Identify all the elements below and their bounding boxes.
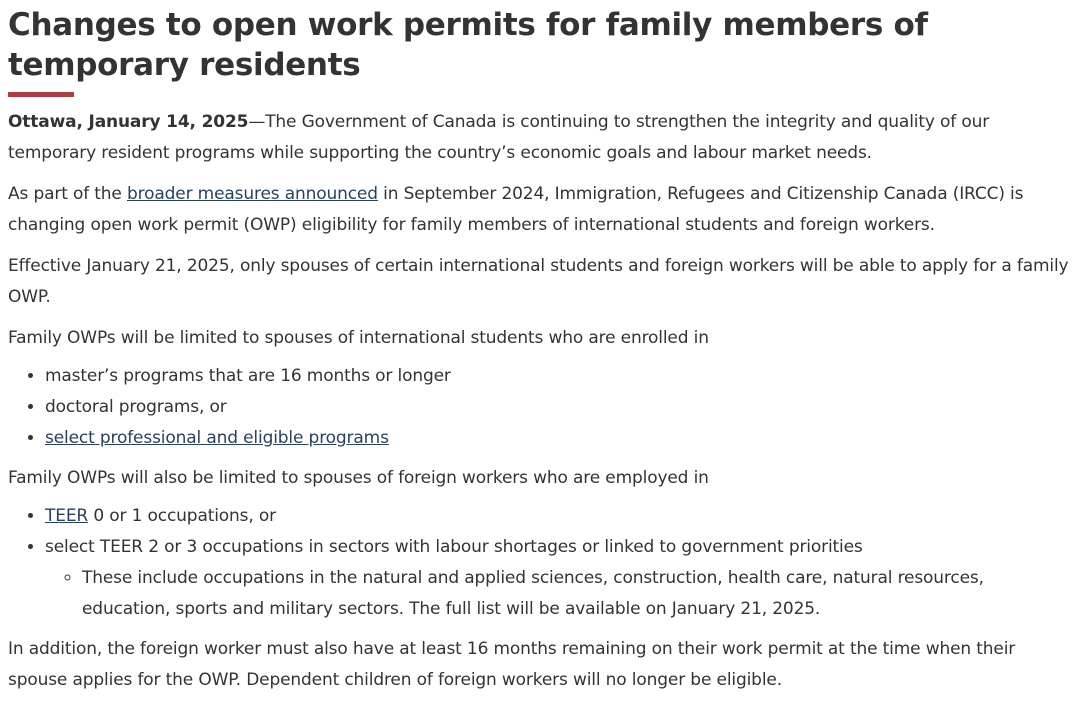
workers-lead-paragraph: Family OWPs will also be limited to spouses of foreign workers who are employed in <box>8 468 709 488</box>
list-item-teer-0-1 <box>45 501 1072 532</box>
measures-paragraph <box>8 179 1072 241</box>
dateline: Ottawa, January 14, 2025 <box>8 112 249 132</box>
students-lead-paragraph: Family OWPs will be limited to spouses of international students who are enrolled in <box>8 328 709 348</box>
intro-paragraph <box>8 107 1072 169</box>
teer-link[interactable]: TEER <box>45 506 89 526</box>
measures-text-before: As part of the <box>8 184 127 204</box>
teer-2-3-sublist <box>45 563 1072 625</box>
broader-measures-link[interactable]: broader measures announced <box>127 184 378 204</box>
list-item-teer-2-3 <box>45 532 1072 625</box>
intro-text: —The Government of Canada is continuing to strengthen the integrity and quality of our temporary resident programs while supporting the country’s economic goals and labour market needs. <box>8 112 990 163</box>
page-title: Changes to open work permits for family members of temporary residents <box>8 7 928 83</box>
measures-text-after: in September 2024, Immigration, Refugees and Citizenship Canada (IRCC) is changing open work permit (OWP) eligibility for family members of international students and foreign workers. <box>8 184 1024 235</box>
teer-2-3-text: select TEER 2 or 3 occupations in sectors with labour shortages or linked to government priorities <box>45 537 863 557</box>
effective-date-paragraph: Effective January 21, 2025, only spouses of certain international students and foreign workers will be able to apply for a family OWP. <box>8 256 1069 307</box>
closing-paragraph: In addition, the foreign worker must also have at least 16 months remaining on their work permit at the time when their spouse applies for the OWP. Dependent children of foreign workers will no longer be eligible. <box>8 639 1016 690</box>
list-item-sectors: ◦ These include occupations in the natural and applied sciences, construction, health care, natural resources, education, sports and military sectors. The full list will be available on January 21, 2025. <box>82 563 1072 625</box>
select-programs-link[interactable]: select professional and eligible programs <box>45 428 389 448</box>
list-item-select-programs <box>45 423 1072 454</box>
title-underline <box>8 92 74 97</box>
students-program-list <box>8 361 1072 454</box>
list-item-masters: • master’s programs that are 16 months or longer <box>45 361 1072 392</box>
teer-0-1-text: 0 or 1 occupations, or <box>88 506 276 526</box>
list-item-doctoral: • doctoral programs, or <box>45 392 1072 423</box>
workers-occupation-list <box>8 501 1072 625</box>
news-release <box>0 5 1080 711</box>
